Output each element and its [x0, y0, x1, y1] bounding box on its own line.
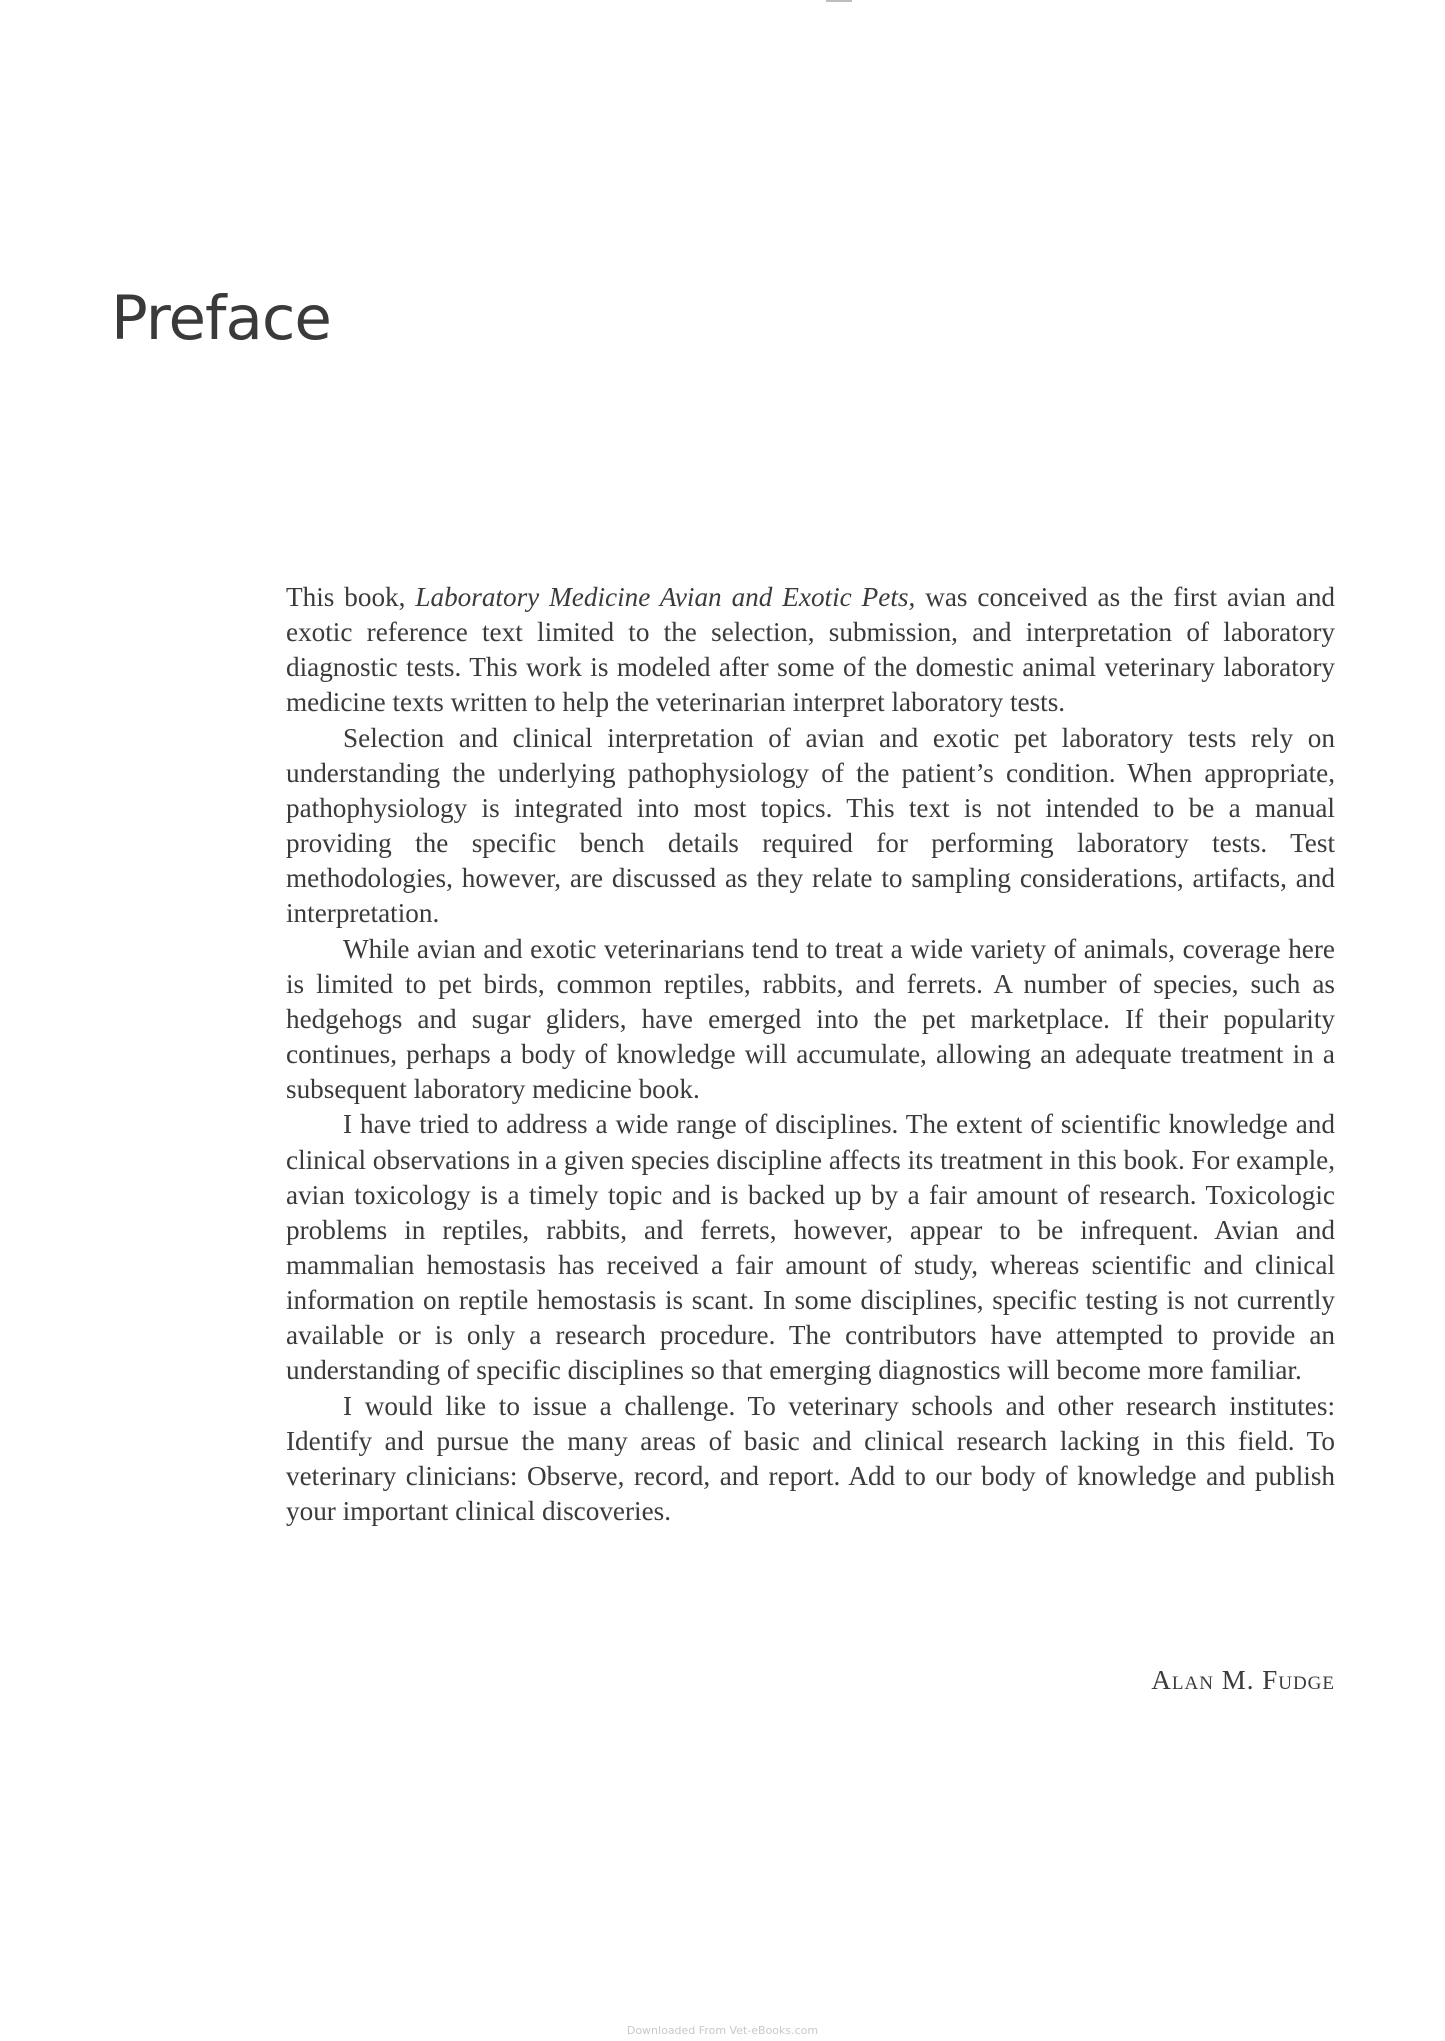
book-title: Laboratory Medicine Avian and Exotic Pets,	[415, 582, 916, 612]
paragraph-selection: Selection and clinical interpretation of avian and exotic pet laboratory tests rely on understanding the underlying pathophysiology of the patient’s condition. When appropriate, pathophysiology is integrated into most topics. This text is not intended to be a manual providing the specific bench details required for performing laboratory tests. Test methodologies, however, are discussed as they relate to sampling considerations, artifacts, and interpretation.	[286, 722, 1335, 929]
paragraph-intro	[286, 580, 1335, 721]
page-title: Preface	[111, 283, 331, 354]
download-footer: Downloaded From Vet-eBooks.com	[626, 2024, 819, 2037]
paragraph-disciplines: I have tried to address a wide range of disciplines. The extent of scientific knowledge and clinical observations in a given species discipline affects its treatment in this book. For example, avian toxicology is a timely topic and is backed up by a fair amount of research. Toxicologic problems in reptiles, rabbits, and ferrets, however, appear to be infrequent. Avian and mammalian hemostasis has received a fair amount of study, whereas scientific and clinical information on reptile hemostasis is scant. In some disciplines, specific testing is not currently available or is only a research procedure. The contributors have attempted to provide an understanding of specific disciplines so that emerging diagnostics will become more familiar.	[286, 1109, 1335, 1386]
page-edge-mark	[826, 0, 852, 2]
intro-rest-text: was conceived as the first avian and exotic reference text limited to the selection, submission, and interpretation of laboratory diagnostic tests. This work is modeled after some of the domestic animal veterinary laboratory medicine texts written to help the veterinarian interpret laboratory tests.	[286, 582, 1336, 718]
paragraph-challenge: I would like to issue a challenge. To veterinary schools and other research institutes: Identify and pursue the many areas of basic and clinical research lacking in this field. To veterinary clinicians: Observe, record, and report. Add to our body of knowledge and publish your important clinical discoveries.	[286, 1390, 1335, 1527]
preface-body	[286, 580, 1335, 1529]
paragraph-coverage: While avian and exotic veterinarians tend to treat a wide variety of animals, coverage here is limited to pet birds, common reptiles, rabbits, and ferrets. A number of species, such as hedgehogs and sugar gliders, have emerged into the pet marketplace. If their popularity continues, perhaps a body of knowledge will accumulate, allowing an adequate treatment in a subsequent laboratory medicine book.	[286, 933, 1335, 1105]
author-signature: Alan M. Fudge	[1151, 1665, 1335, 1695]
intro-lead-text: This book,	[286, 582, 416, 612]
